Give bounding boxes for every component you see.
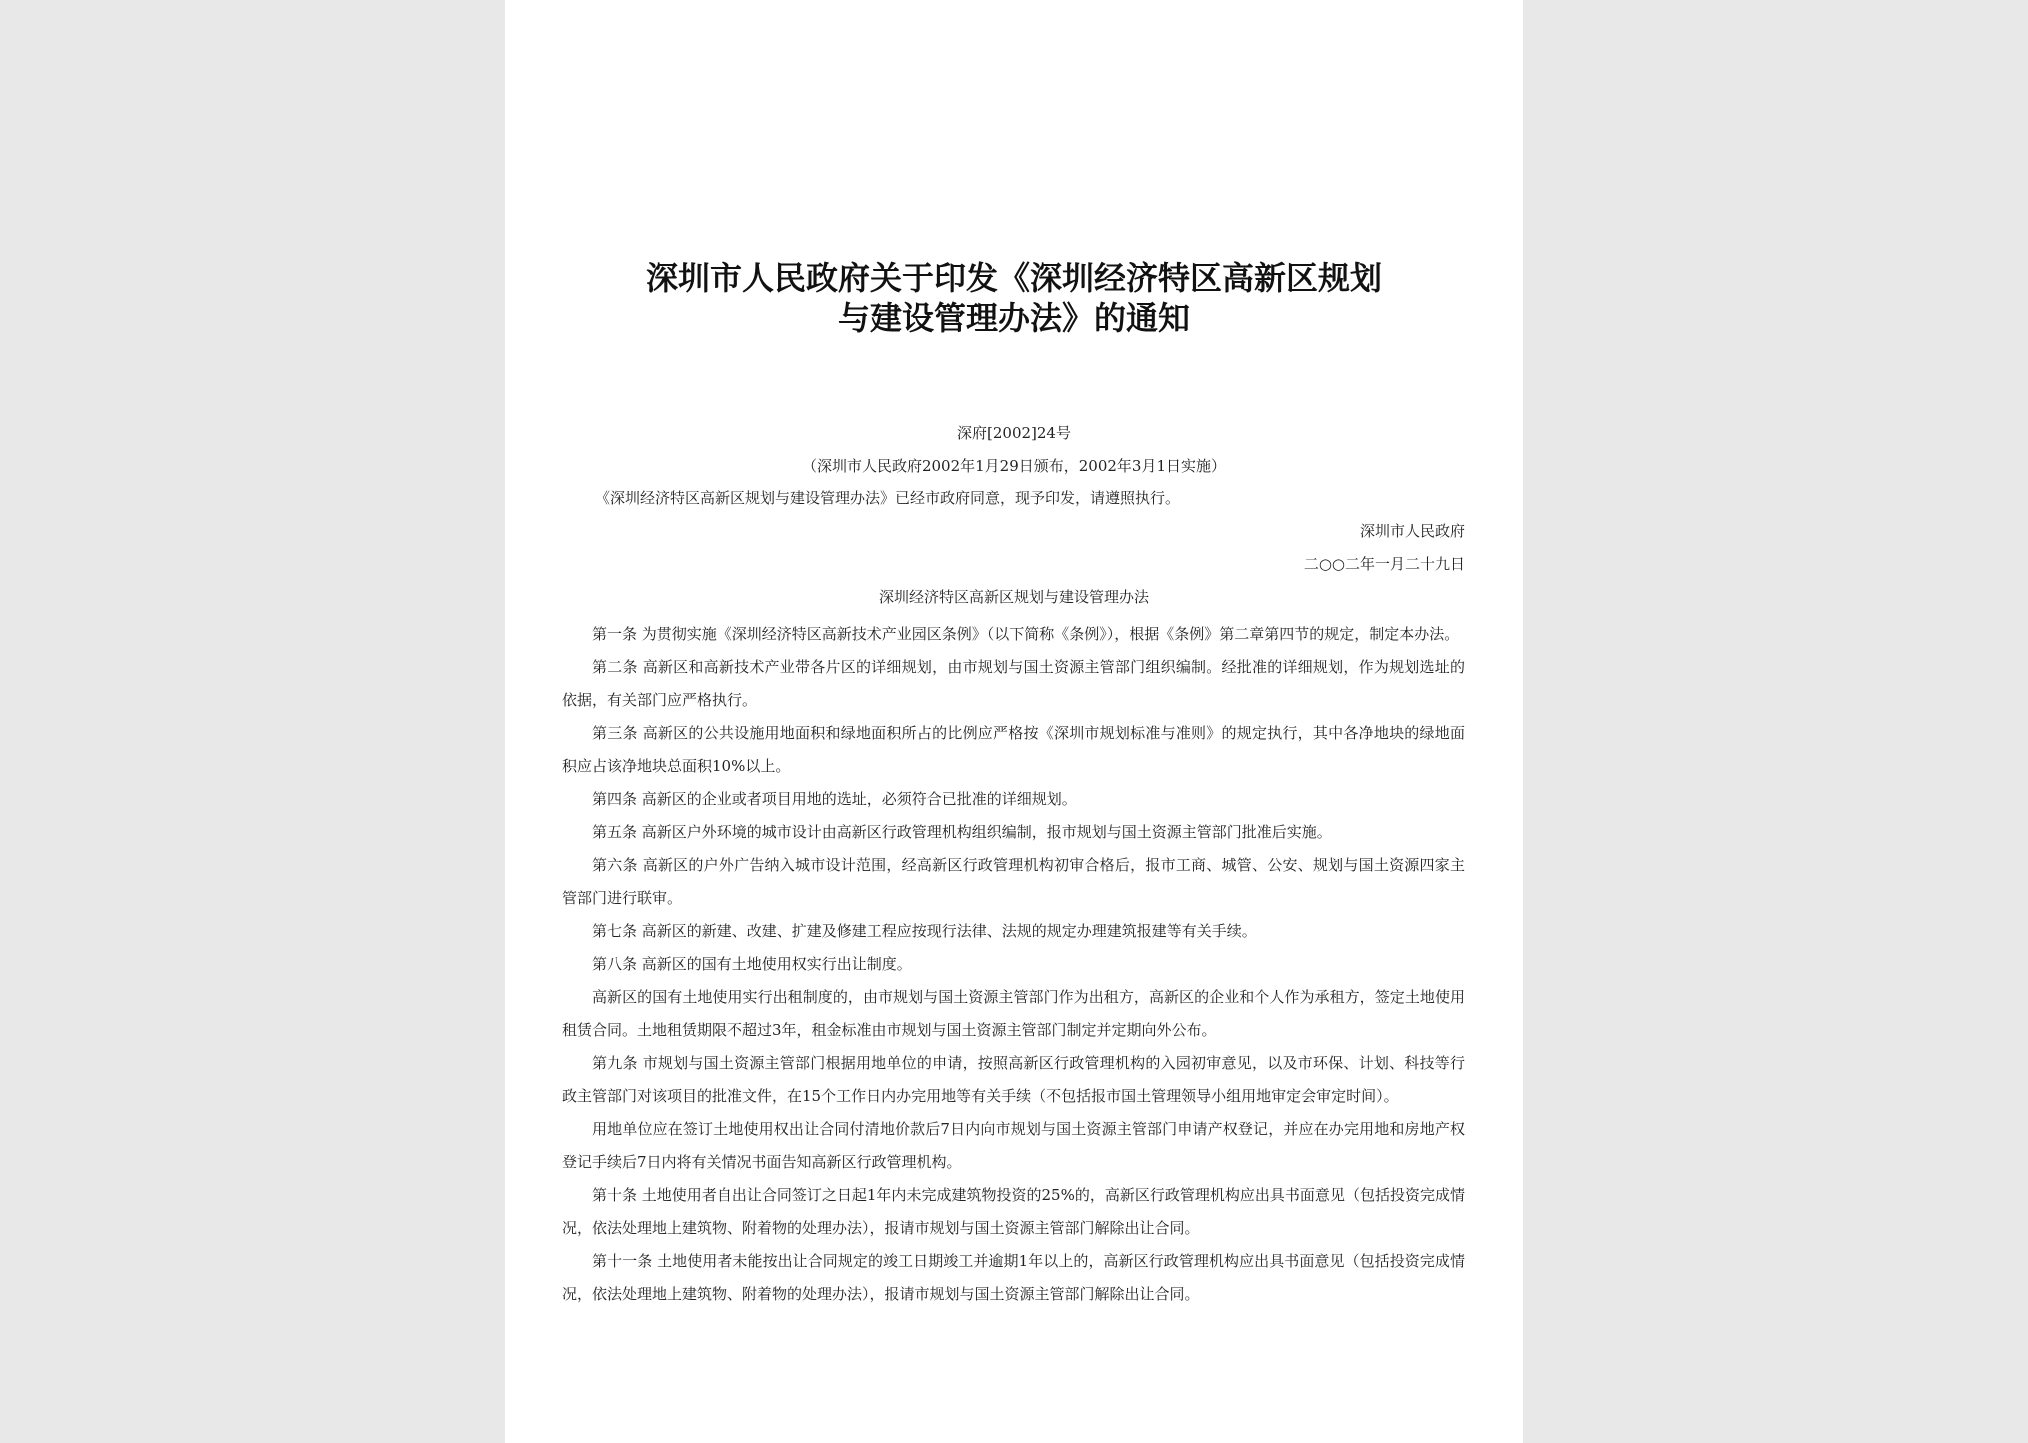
article-paragraph: 第三条 高新区的公共设施用地面积和绿地面积所占的比例应严格按《深圳市规划标准与准则》的规定执行，其中各净地块的绿地面积应占该净地块总面积10%以上。 <box>562 724 1465 775</box>
lead-paragraph: 《深圳经济特区高新区规划与建设管理办法》已经市政府同意，现予印发，请遵照执行。 <box>595 489 1181 507</box>
article-paragraph: 第八条 高新区的国有土地使用权实行出让制度。 <box>592 955 912 973</box>
article-paragraph: 用地单位应在签订土地使用权出让合同付清地价款后7日内向市规划与国土资源主管部门申请产权登记，并应在办完用地和房地产权登记手续后7日内将有关情况书面告知高新区行政管理机构。 <box>562 1120 1465 1171</box>
issued-note: （深圳市人民政府2002年1月29日颁布，2002年3月1日实施） <box>801 457 1227 475</box>
article-paragraph: 第五条 高新区户外环境的城市设计由高新区行政管理机构组织编制，报市规划与国土资源主管部门批准后实施。 <box>592 823 1332 841</box>
measures-subtitle: 深圳经济特区高新区规划与建设管理办法 <box>878 588 1149 606</box>
article-paragraph: 高新区的国有土地使用实行出租制度的，由市规划与国土资源主管部门作为出租方，高新区的企业和个人作为承租方，签定土地使用租赁合同。土地租赁期限不超过3年，租金标准由市规划与国土资源主管部门制定并定期向外公布。 <box>562 988 1465 1039</box>
article-paragraph: 第十条 土地使用者自出让合同签订之日起1年内未完成建筑物投资的25%的，高新区行政管理机构应出具书面意见（包括投资完成情况，依法处理地上建筑物、附着物的处理办法），报请市规划与国土资源主管部门解除出让合同。 <box>562 1186 1465 1237</box>
document-number: 深府[2002]24号 <box>957 424 1071 442</box>
title-line-1: 深圳市人民政府关于印发《深圳经济特区高新区规划 <box>645 259 1382 297</box>
signer: 深圳市人民政府 <box>1359 522 1465 540</box>
article-paragraph: 第二条 高新区和高新技术产业带各片区的详细规划，由市规划与国土资源主管部门组织编制。经批准的详细规划，作为规划选址的依据，有关部门应严格执行。 <box>562 658 1465 709</box>
article-paragraph: 第七条 高新区的新建、改建、扩建及修建工程应按现行法律、法规的规定办理建筑报建等有关手续。 <box>592 922 1257 940</box>
document-page <box>505 0 1523 1443</box>
article-paragraph: 第四条 高新区的企业或者项目用地的选址，必须符合已批准的详细规划。 <box>592 790 1077 808</box>
document-title <box>565 258 1463 338</box>
document-body <box>562 618 1465 1311</box>
sign-date: 二○○二年一月二十九日 <box>1303 555 1465 573</box>
title-line-2: 与建设管理办法》的通知 <box>837 299 1190 337</box>
article-paragraph: 第十一条 土地使用者未能按出让合同规定的竣工日期竣工并逾期1年以上的，高新区行政管理机构应出具书面意见（包括投资完成情况，依法处理地上建筑物、附着物的处理办法），报请市规划与国土资源主管部门解除出让合同。 <box>562 1252 1465 1303</box>
article-paragraph: 第六条 高新区的户外广告纳入城市设计范围，经高新区行政管理机构初审合格后，报市工商、城管、公安、规划与国土资源四家主管部门进行联审。 <box>562 856 1465 907</box>
article-paragraph: 第一条 为贯彻实施《深圳经济特区高新技术产业园区条例》（以下简称《条例》），根据《条例》第二章第四节的规定，制定本办法。 <box>592 625 1460 643</box>
article-paragraph: 第九条 市规划与国土资源主管部门根据用地单位的申请，按照高新区行政管理机构的入园初审意见，以及市环保、计划、科技等行政主管部门对该项目的批准文件，在15个工作日内办完用地等有关手续（不包括报市国土管理领导小组用地审定会审定时间）。 <box>562 1054 1465 1105</box>
